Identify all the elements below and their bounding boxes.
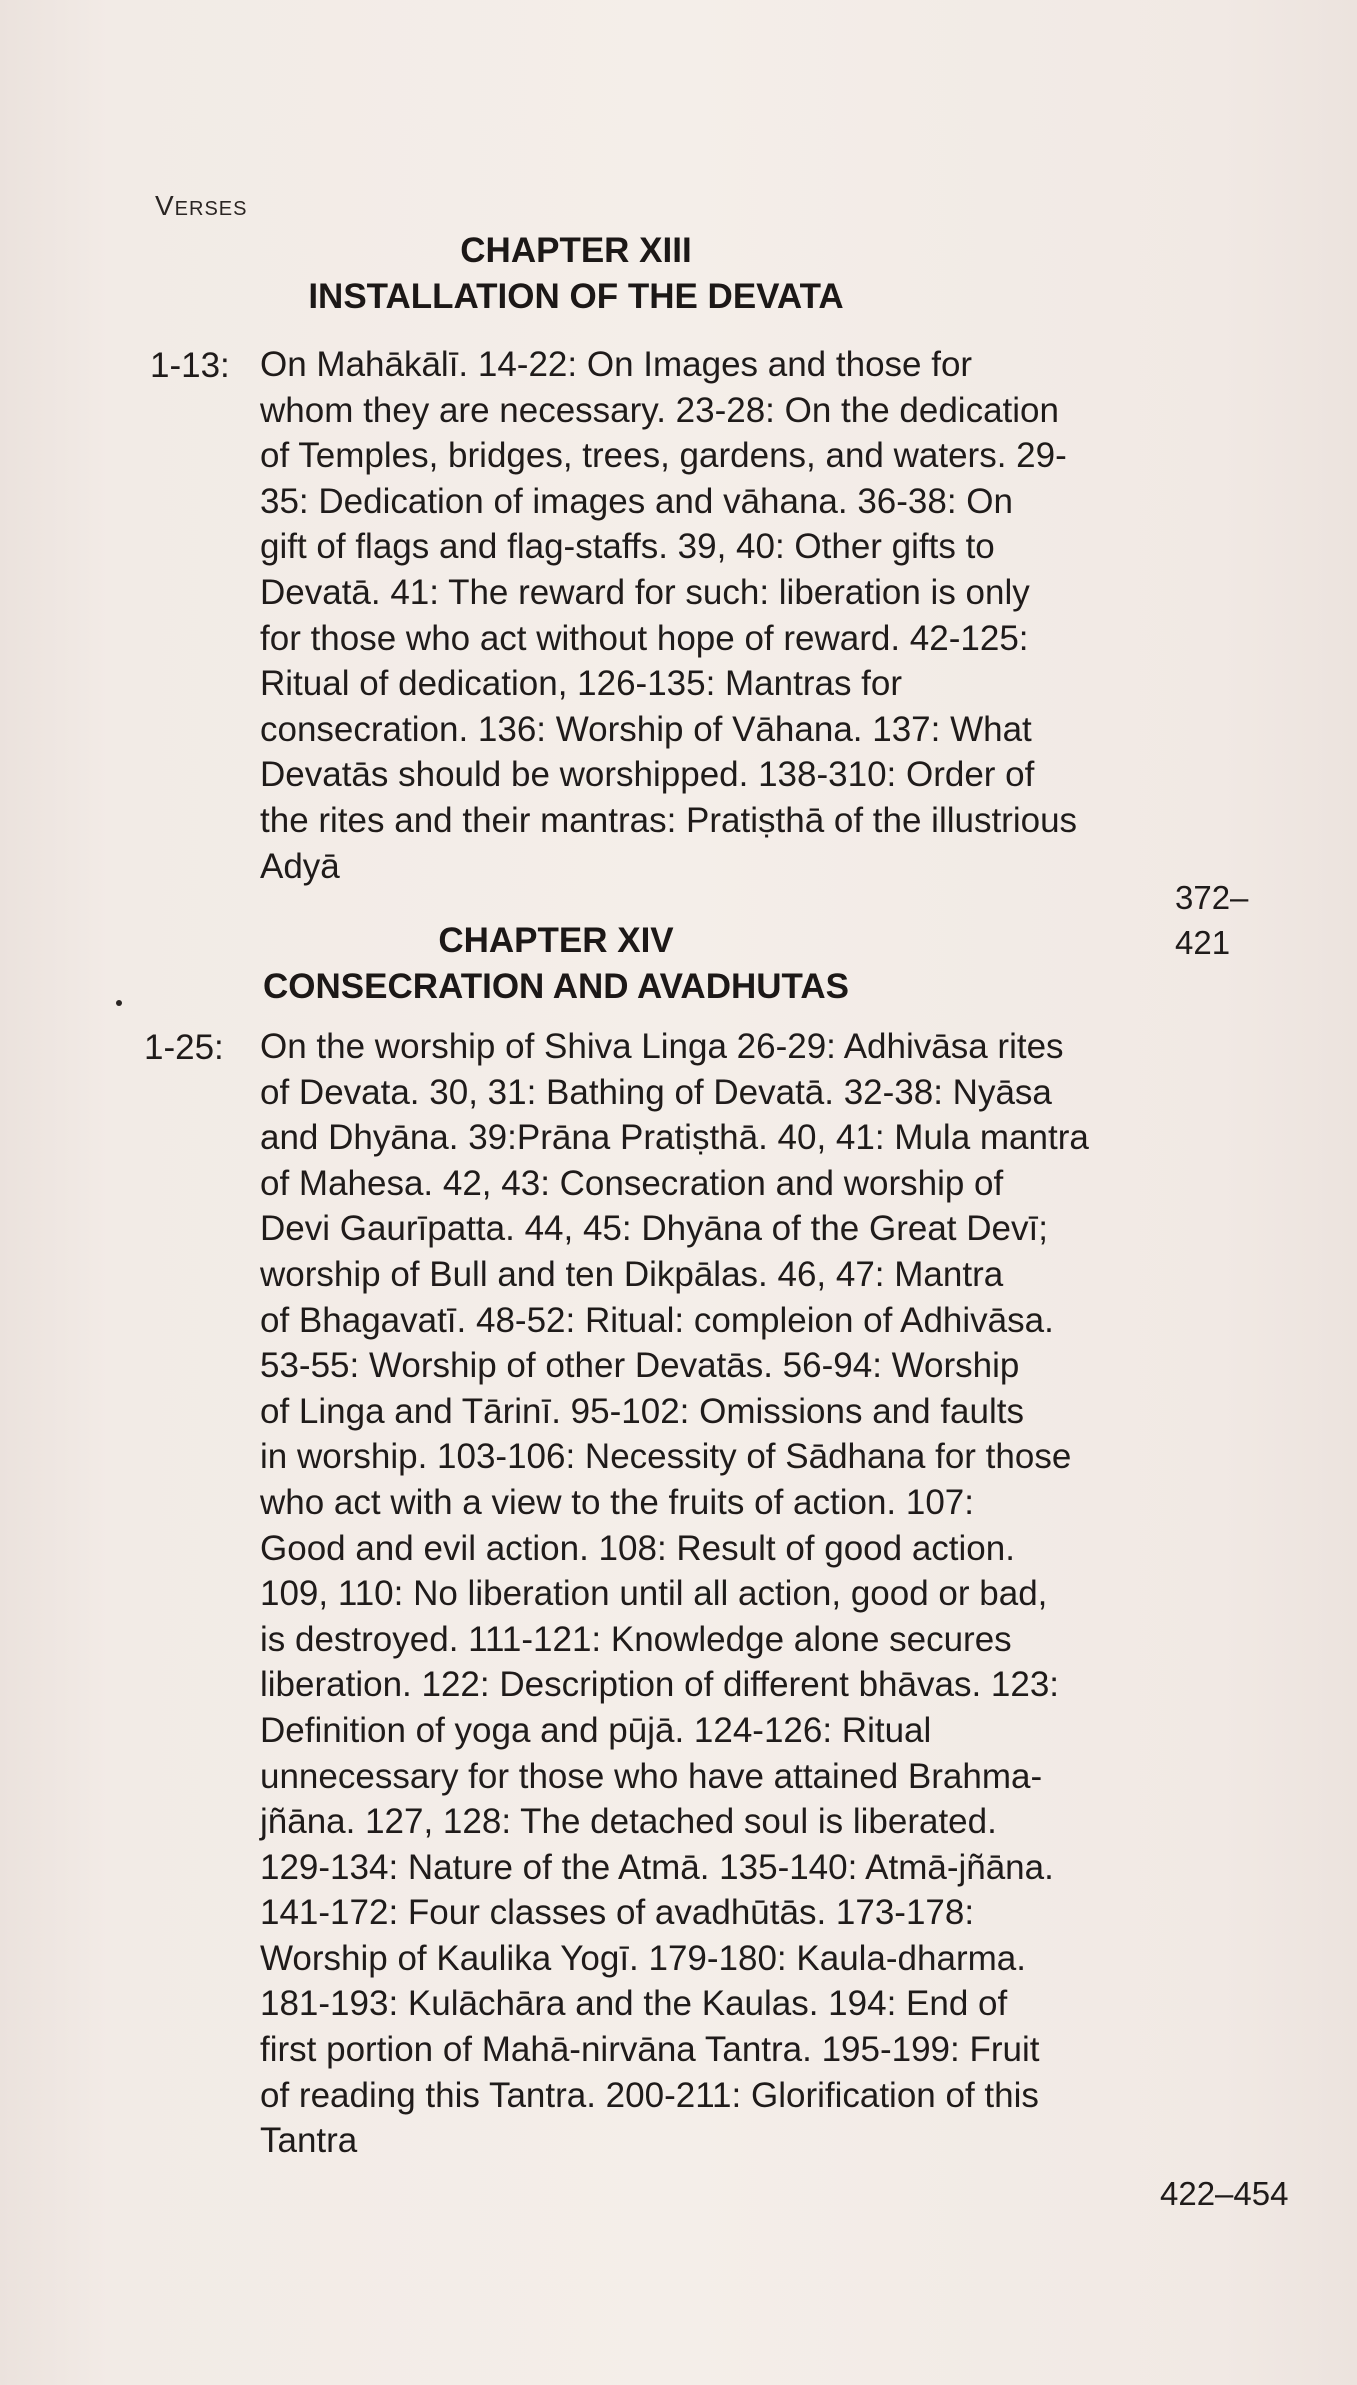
running-head: Verses bbox=[155, 190, 248, 221]
chapter-13-heading bbox=[76, 228, 1076, 320]
chapter-14-verse-range: 1-25: bbox=[144, 1028, 224, 1067]
chapter-13-title: CHAPTER XIII bbox=[460, 231, 692, 270]
ink-speck bbox=[116, 1000, 122, 1006]
chapter-14-summary: On the worship of Shiva Linga 26-29: Adhivāsa rites of Devata. 30, 31: Bathing of Devatā. 32-38: Nyāsa and Dhyāna. 39:Prāna Pratiṣthā. 40, 41: Mula mantra of Mahesa. 42, 43: Consecration and worship of Devi Gaurīpatta. 44, 45: Dhyāna of the Great Devī; worship of Bull and ten Dikpālas. 46, 47: Mantra of Bhagavatī. 48-52: Ritual: compleion of Adhivāsa. 53-55: Worship of other Devatās. 56-94: Worship of Linga and Tārinī. 95-102: Omissions and faults in worship. 103-106: Necessity of Sādhana for those who act with a view to the fruits of action. 107: Good and evil action. 108: Result of good action. 109, 110: No liberation until all action, good or bad, is destroyed. 111-121: Knowledge alone secures liberation. 122: Description of different bhāvas. 123: Definition of yoga and pūjā. 124-126: Ritual unnecessary for those who have attained Brahma- jñāna. 127, 128: The detached soul is liberated. 129-134: Nature of the Atmā. 135-140: Atmā-jñāna. 141-172: Four classes of avadhūtās. 173-178: Worship of Kaulika Yogī. 179-180: Kaula-dharma. 181-193: Kulāchāra and the Kaulas. 194: End of first portion of Mahā-nirvāna Tantra. 195-199: Fruit of reading this Tantra. 200-211: Glorification of this Tantra bbox=[260, 1027, 1089, 2161]
chapter-13-page-range: 372–421 bbox=[1175, 879, 1249, 961]
chapter-13-summary: On Mahākālī. 14-22: On Images and those for whom they are necessary. 23-28: On the dedication of Temples, bridges, trees, gardens, and waters. 29- 35: Dedication of images and vāhana. 36-38: On gift of flags and flag-staffs. 39, 40: Other gifts to Devatā. 41: The reward for such: liberation is only for those who act without hope of reward. 42-125: Ritual of dedication, 126-135: Mantras for consecration. 136: Worship of Vāhana. 137: What Devatās should be worshipped. 138-310: Order of the rites and their mantras: Pratiṣthā of the illustrious Adyā bbox=[260, 345, 1078, 886]
chapter-13-verse-range: 1-13: bbox=[150, 346, 230, 385]
chapter-13-subtitle: INSTALLATION OF THE DEVATA bbox=[308, 277, 844, 316]
chapter-14-page-range: 422–454 bbox=[1160, 2175, 1289, 2212]
chapter-14-heading bbox=[56, 918, 1056, 1010]
chapter-14-title: CHAPTER XIV bbox=[438, 921, 674, 960]
chapter-14-subtitle: CONSECRATION AND AVADHUTAS bbox=[263, 967, 849, 1006]
